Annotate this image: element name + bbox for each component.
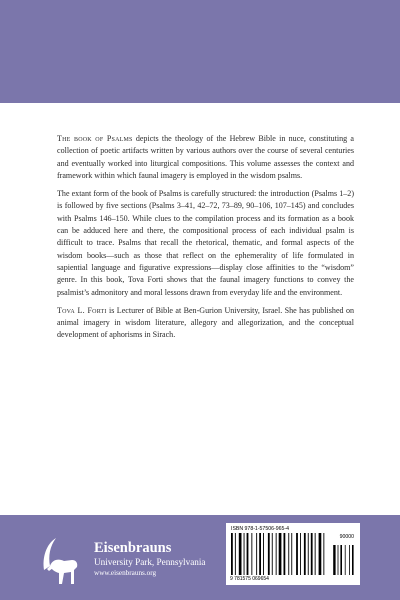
barcode-bar bbox=[323, 533, 324, 575]
barcode-bar bbox=[259, 533, 261, 575]
author-bio bbox=[57, 305, 354, 342]
barcode-addon-bar bbox=[338, 545, 339, 575]
price-code: 90000 bbox=[339, 534, 354, 540]
barcode-bar bbox=[276, 533, 277, 575]
description-lead: The book of Psalms bbox=[57, 134, 133, 143]
barcode-bar bbox=[272, 533, 273, 575]
barcode-bar bbox=[231, 533, 233, 575]
barcode-addon-bar bbox=[345, 545, 346, 575]
barcode-icon bbox=[229, 533, 357, 577]
barcode-bar bbox=[251, 533, 252, 575]
barcode-digits: 9 781575 069654 bbox=[230, 576, 269, 582]
description-paragraph-1 bbox=[57, 133, 354, 182]
barcode-addon-bar bbox=[352, 545, 354, 575]
barcode-bar bbox=[291, 533, 292, 575]
publisher-url: www.eisenbrauns.org bbox=[94, 569, 157, 577]
barcode-bar bbox=[319, 533, 322, 575]
barcode-bar bbox=[279, 533, 282, 575]
publisher-text bbox=[94, 540, 206, 578]
top-color-band bbox=[0, 0, 400, 103]
barcode-bar bbox=[268, 533, 270, 575]
barcode-bar bbox=[304, 533, 306, 575]
barcode-bar bbox=[247, 533, 249, 575]
author-name: Tova L. Forti bbox=[57, 305, 107, 315]
barcode-addon-bar bbox=[340, 545, 342, 575]
publisher-block bbox=[38, 530, 206, 590]
barcode-bar bbox=[308, 533, 309, 575]
publisher-name: Eisenbrauns bbox=[94, 540, 172, 556]
barcode-bar bbox=[296, 533, 298, 575]
barcode-bar bbox=[239, 533, 242, 575]
barcode-bar bbox=[311, 533, 313, 575]
barcode-addon-bar bbox=[333, 545, 335, 575]
back-cover-text bbox=[57, 133, 354, 348]
barcode-bar bbox=[244, 533, 245, 575]
barcode-bar bbox=[300, 533, 301, 575]
barcode-bar bbox=[315, 533, 316, 575]
barcode-bar bbox=[288, 533, 289, 575]
author-bio-text: is Lecturer of Bible at Ben-Gurion University, Israel. She has published on animal imagery in wisdom literature, allegory and allegorization, and the conceptual development of aphorisms in Sirach. bbox=[57, 305, 354, 340]
barcode-addon-bar bbox=[349, 545, 350, 575]
barcode-panel bbox=[226, 523, 360, 585]
isbn-label: ISBN 978-1-57506-965-4 bbox=[231, 526, 289, 532]
publisher-location: University Park, Pennsylvania bbox=[94, 557, 206, 567]
description-paragraph-2: The extant form of the book of Psalms is carefully structured: the introduction (Psalms 1–2) is followed by five sections (Psalms 3–41, 42–72, 73–89, 90–106, 107–145) and concludes with Psalms 146–150. While clues to the compilation process and its formation as a book can be adduced here and there, the compositional process of each individual psalm is difficult to trace. Psalms that recall the rhetorical, thematic, and formal aspects of the wisdom books—such as those that reflect on the ephemerality of life formulated in sapiential language and figurative expressions—display close affinities to the “wisdom” genre. In this book, Tova Forti shows that the faunal imagery functions to convey the psalmist’s admonitory and moral lessons drawn from everyday life and the environment. bbox=[57, 189, 354, 297]
barcode-bar bbox=[284, 533, 286, 575]
description-paragraph-1-text: depicts the theology of the Hebrew Bible in nuce, constituting a collection of poetic artifacts written by various authors over the course of several centuries and eventually worked into liturgical compositions. This volume assesses the context and framework within which faunal imagery is employed in the wisdom psalms. bbox=[57, 134, 354, 180]
barcode-bar bbox=[235, 533, 236, 575]
ibex-icon bbox=[38, 530, 86, 590]
barcode-bar bbox=[256, 533, 257, 575]
barcode-bar bbox=[263, 533, 264, 575]
